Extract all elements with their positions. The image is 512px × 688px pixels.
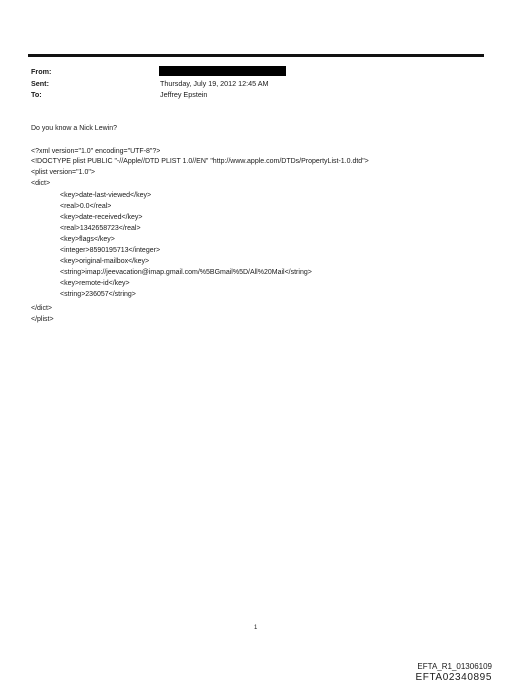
email-question: Do you know a Nick Lewin? [31, 125, 117, 132]
xml-declaration-line: <?xml version="1.0" encoding="UTF-8"?> [31, 148, 161, 155]
bates-stamp-primary: EFTA_R1_01306109 [417, 662, 492, 671]
dict-close-line: </dict> [31, 305, 53, 312]
plist-entry-line: <real>0.0</real> [60, 203, 112, 210]
plist-entry-line: <string>imap://jeevacation@imap.gmail.com/%5BGmail%5D/All%20Mail</string> [60, 269, 312, 276]
doctype-line: <!DOCTYPE plist PUBLIC "-//Apple//DTD PLIST 1.0//EN" "http://www.apple.com/DTDs/PropertyList-1.0.dtd"> [31, 158, 369, 165]
plist-entry-line: <key>flags</key> [60, 236, 115, 243]
plist-entry-line: <key>date-last-viewed</key> [60, 192, 152, 199]
plist-open-line: <plist version="1.0"> [31, 169, 95, 176]
redaction-bar [159, 66, 286, 76]
sent-value: Thursday, July 19, 2012 12:45 AM [160, 79, 269, 88]
from-label: From: [31, 67, 52, 76]
sent-label: Sent: [31, 79, 49, 88]
bates-stamp-secondary: EFTA02340895 [415, 672, 492, 683]
plist-close-line: </plist> [31, 316, 54, 323]
dict-open-line: <dict> [31, 180, 51, 187]
page-number: 1 [254, 625, 258, 631]
plist-entry-line: <key>original-mailbox</key> [60, 258, 150, 265]
to-value: Jeffrey Epstein [160, 90, 208, 99]
plist-entry-line: <real>1342658723</real> [60, 225, 141, 232]
plist-entry-line: <key>remote-id</key> [60, 280, 130, 287]
to-label: To: [31, 90, 42, 99]
plist-entry-line: <integer>8590195713</integer> [60, 247, 161, 254]
plist-entry-line: <key>date-received</key> [60, 214, 143, 221]
plist-entry-line: <string>236057</string> [60, 291, 136, 298]
header-divider [28, 54, 484, 57]
